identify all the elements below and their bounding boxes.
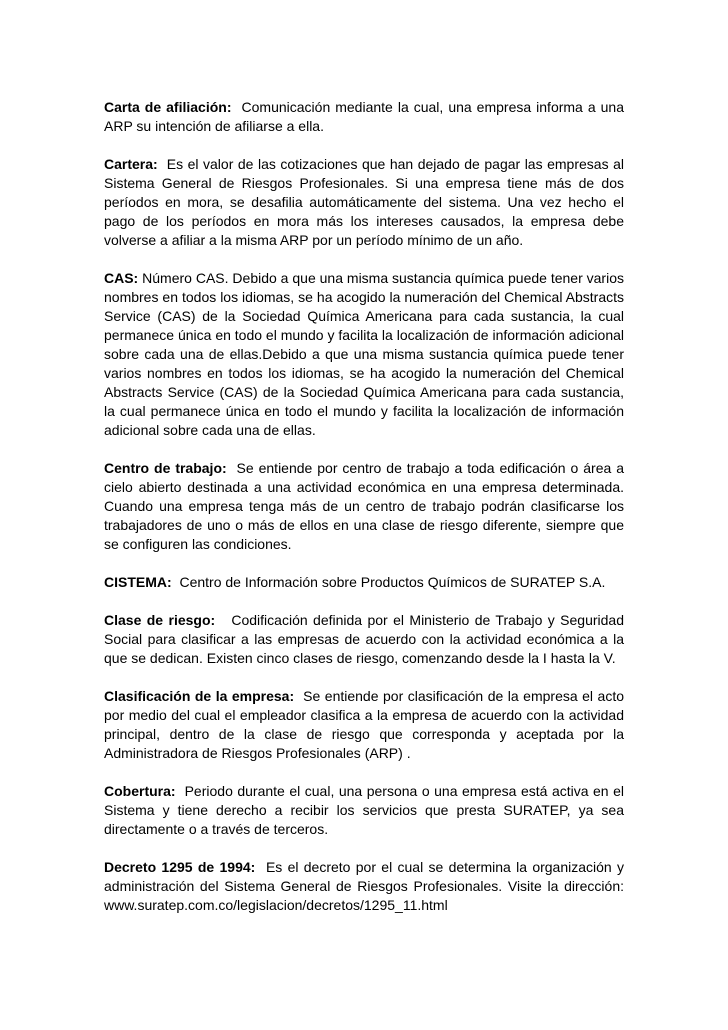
- glossary-entry-carta-de-afiliacion: [104, 98, 624, 136]
- glossary-definition: Se entiende por clasificación de la empresa el acto por medio del cual el empleador clasifica a la empresa de acuerdo con la actividad principal, dentro de la clase de riesgo que corresponda y aceptada por la Administradora de Riesgos Profesionales (ARP) .: [104, 688, 625, 761]
- glossary-entry-cobertura: [104, 782, 624, 839]
- glossary-definition: Es el decreto por el cual se determina la organización y administración del Sistema General de Riesgos Profesionales. Visite la dirección: www.suratep.com.co/legislacion/decretos/1295_11.html: [104, 859, 625, 913]
- glossary-definition: Número CAS. Debido a que una misma sustancia química puede tener varios nombres en todos los idiomas, se ha acogido la numeración del Chemical Abstracts Service (CAS) de la Sociedad Química Americana para cada sustancia, la cual permanece única en todo el mundo y facilita la localización de información adicional sobre cada una de ellas.Debido a que una misma sustancia química puede tener varios nombres en todos los idiomas, se ha acogido la numeración del Chemical Abstracts Service (CAS) de la Sociedad Química Americana para cada sustancia, la cual permanece única en todo el mundo y facilita la localización de información adicional sobre cada una de ellas.: [104, 270, 624, 438]
- glossary-definition: Comunicación mediante la cual, una empresa informa a una ARP su intención de afiliarse a ella.: [104, 99, 624, 134]
- glossary-entry-clasificacion-de-la-empresa: [104, 687, 624, 763]
- glossary-definition: Se entiende por centro de trabajo a toda edificación o área a cielo abierto destinada a una actividad económica en una empresa determinada. Cuando una empresa tenga más de un centro de trabajo podrán clasificarse los trabajadores de uno o más de ellos en una clase de riesgo diferente, siempre que se configuren las condiciones.: [104, 460, 624, 552]
- glossary-definition: Es el valor de las cotizaciones que han dejado de pagar las empresas al Sistema General de Riesgos Profesionales. Si una empresa tiene más de dos períodos en mora, se desafilia automáticamente del sistema. Una vez hecho el pago de los períodos en mora más los intereses causados, la empresa debe volverse a afiliar a la misma ARP por un período mínimo de un año.: [104, 156, 624, 248]
- glossary-entry-centro-de-trabajo: [104, 459, 624, 554]
- glossary-entry-cas: [104, 269, 624, 440]
- glossary-term: Decreto 1295 de 1994:: [104, 859, 256, 875]
- glossary-term: Cobertura:: [104, 783, 176, 799]
- glossary-term: Carta de afiliación:: [104, 99, 232, 115]
- glossary-term: Clasificación de la empresa:: [104, 688, 295, 704]
- glossary-term: Centro de trabajo:: [104, 460, 227, 476]
- glossary-definition: Periodo durante el cual, una persona o una empresa está activa en el Sistema y tiene derecho a recibir los servicios que presta SURATEP, ya sea directamente o a través de terceros.: [104, 783, 625, 837]
- glossary-term: Cartera:: [104, 156, 158, 172]
- glossary-term: CISTEMA:: [104, 574, 172, 590]
- glossary-term: Clase de riesgo:: [104, 612, 216, 628]
- glossary-entry-decreto-1295: [104, 858, 624, 915]
- glossary-entry-cartera: [104, 155, 624, 250]
- glossary-definition: Centro de Información sobre Productos Químicos de SURATEP S.A.: [179, 574, 606, 590]
- glossary-entry-clase-de-riesgo: [104, 611, 624, 668]
- glossary-definition: Codificación definida por el Ministerio de Trabajo y Seguridad Social para clasificar a las empresas de acuerdo con la actividad económica a la que se dedican. Existen cinco clases de riesgo, comenzando desde la I hasta la V.: [104, 612, 624, 666]
- glossary-term: CAS:: [104, 270, 139, 286]
- glossary-entry-cistema: [104, 573, 624, 592]
